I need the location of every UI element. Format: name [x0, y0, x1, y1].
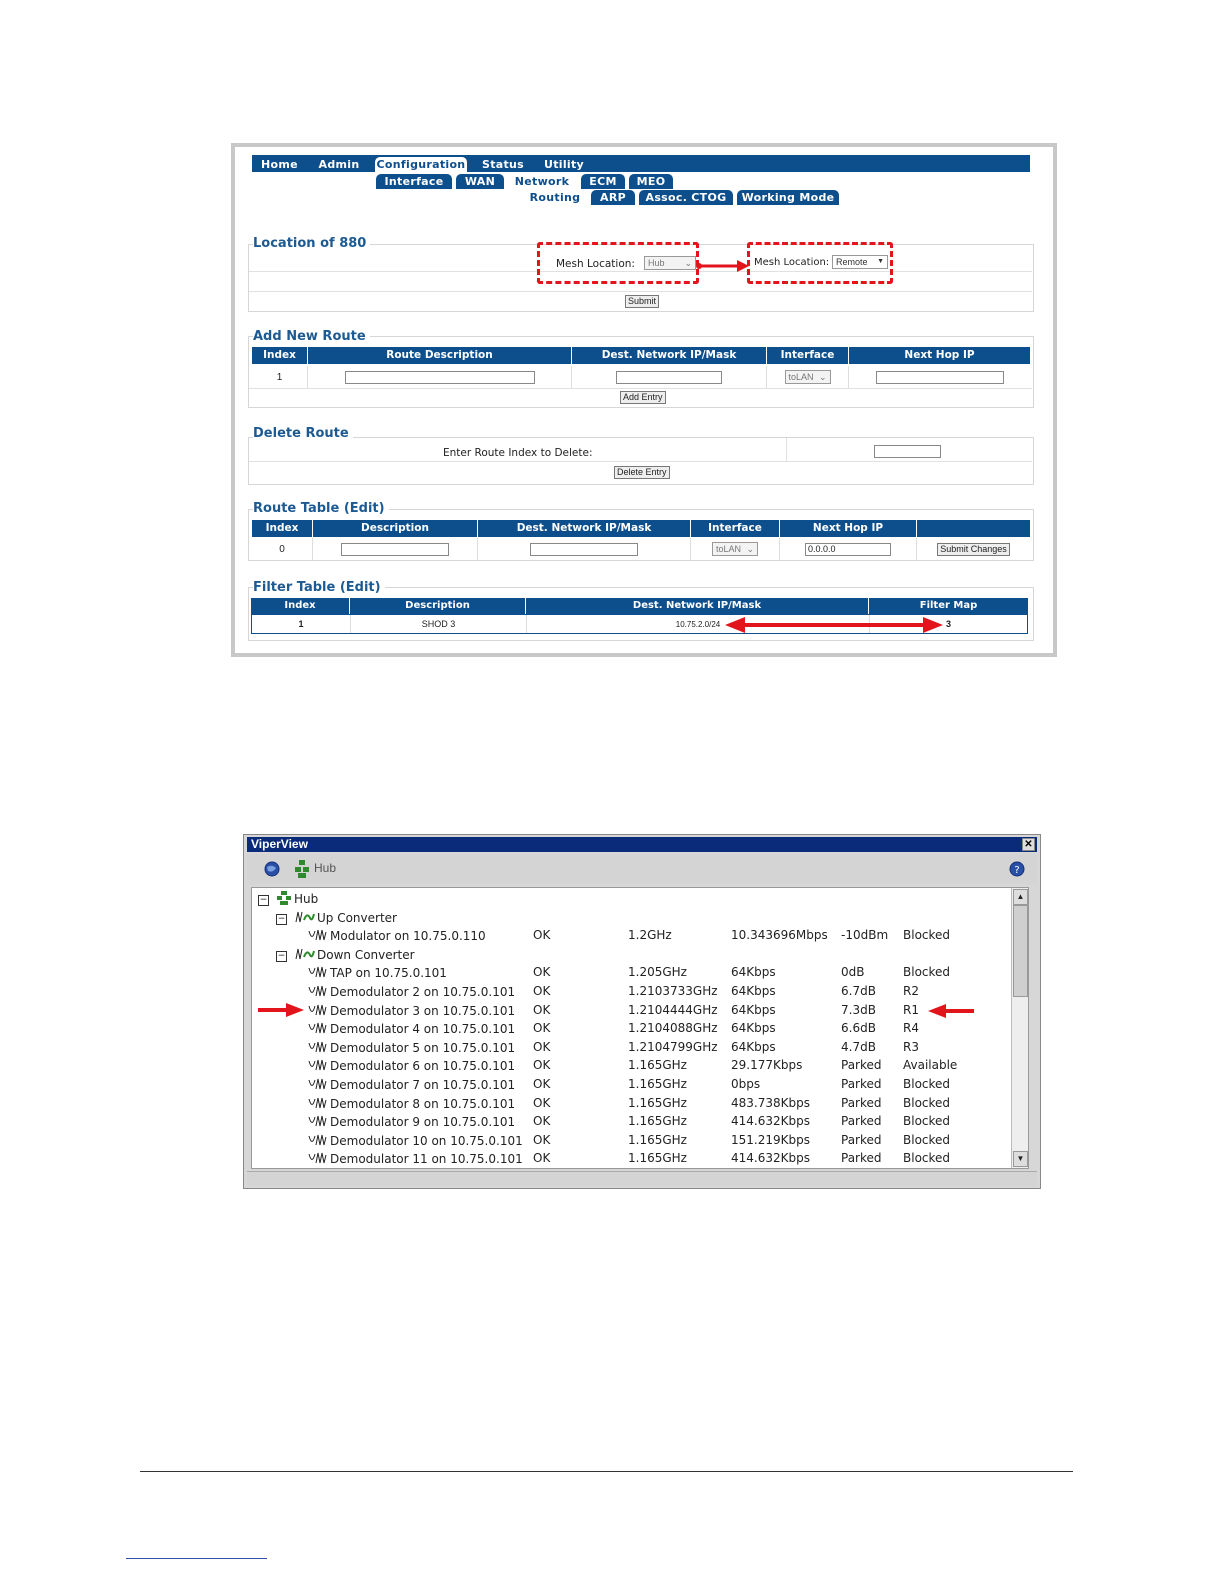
- col-next-hop: Next Hop IP: [780, 520, 917, 537]
- web-config-screenshot: [231, 143, 1057, 657]
- rate-value: 29.177Kbps: [731, 1058, 803, 1073]
- vertical-scrollbar[interactable]: [1011, 888, 1028, 1168]
- chevron-down-icon: ⌄: [746, 544, 754, 554]
- status-value: OK: [533, 984, 551, 998]
- frequency-value: 1.2103733GHz: [628, 984, 718, 998]
- state-value: R3: [903, 1039, 919, 1054]
- level-value: -10dBm: [841, 928, 889, 943]
- col-actions: [917, 520, 1030, 537]
- frequency-value: 1.2104088GHz: [628, 1021, 718, 1036]
- viperview-window: [243, 834, 1041, 1189]
- tab-home[interactable]: Home: [252, 157, 307, 172]
- level-value: Parked: [841, 1095, 882, 1110]
- tree-row[interactable]: [252, 1077, 1012, 1095]
- tree-row[interactable]: [252, 1021, 1012, 1039]
- interface-cell: [767, 366, 849, 388]
- interface-select[interactable]: [712, 542, 758, 556]
- tree-row[interactable]: [252, 984, 1012, 1002]
- status-value: OK: [533, 1095, 551, 1110]
- hub-tree-icon[interactable]: [294, 859, 310, 879]
- submit-button[interactable]: Submit: [625, 295, 659, 308]
- rate-value: 64Kbps: [731, 1021, 776, 1036]
- signal-icon: [308, 1041, 330, 1055]
- delete-index-input[interactable]: [874, 445, 941, 458]
- tree-row-label: TAP on 10.75.0.101: [330, 966, 447, 981]
- state-value: Blocked: [903, 1095, 951, 1110]
- close-icon[interactable]: ✕: [1022, 838, 1035, 851]
- tree-row-label: Demodulator 11 on 10.75.0.101: [330, 1152, 523, 1167]
- index-cell: [252, 538, 313, 560]
- signal-icon: [308, 985, 330, 999]
- tab-utility[interactable]: Utility: [536, 157, 592, 172]
- divider: [249, 291, 1032, 292]
- description-value: SHOD 3: [421, 619, 456, 629]
- col-route-description: Route Description: [308, 347, 572, 364]
- tab-working-mode[interactable]: Working Mode: [737, 190, 839, 205]
- divider: [249, 388, 1032, 389]
- filter-table-header: [251, 598, 1028, 614]
- route-description-input[interactable]: [345, 371, 535, 384]
- next-hop-cell: [849, 366, 1030, 388]
- tab-routing[interactable]: Routing: [523, 190, 587, 205]
- status-value: OK: [533, 1114, 551, 1129]
- frequency-value: 1.2104799GHz: [628, 1039, 718, 1054]
- add-route-header: [252, 347, 1030, 364]
- frequency-value: 1.205GHz: [628, 965, 687, 980]
- index-value: 0: [279, 543, 285, 555]
- dest-network-cell: [572, 366, 767, 388]
- converter-icon: [295, 948, 317, 962]
- level-value: 7.3dB: [841, 1002, 876, 1017]
- index-cell: [252, 615, 351, 633]
- signal-icon: [308, 966, 330, 980]
- scroll-thumb[interactable]: [1013, 905, 1028, 997]
- footer-divider: [140, 1471, 1073, 1472]
- signal-icon: [308, 1097, 330, 1111]
- collapse-icon[interactable]: −: [277, 913, 286, 924]
- tree-row[interactable]: [252, 910, 1012, 928]
- signal-icon: [308, 1115, 330, 1129]
- index-cell: [252, 366, 308, 388]
- status-value: OK: [533, 1002, 551, 1017]
- state-value: Blocked: [903, 1114, 951, 1129]
- mesh-location-value: Hub: [648, 258, 665, 268]
- chevron-down-icon: ⌄: [684, 258, 692, 268]
- interface-value: toLAN: [788, 372, 814, 382]
- collapse-icon[interactable]: −: [259, 895, 268, 905]
- description-cell: [313, 538, 478, 560]
- divider: [786, 438, 787, 461]
- actions-cell: [917, 538, 1030, 560]
- frequency-value: 1.165GHz: [628, 1114, 687, 1129]
- rate-value: 64Kbps: [731, 1039, 776, 1054]
- window-title: ViperView: [251, 837, 308, 851]
- dest-network-cell: [478, 538, 691, 560]
- add-route-row: [252, 366, 1030, 388]
- dest-network-input[interactable]: [616, 371, 722, 384]
- help-icon[interactable]: [1009, 861, 1025, 877]
- double-arrow-icon: [695, 259, 749, 273]
- rate-value: 483.738Kbps: [731, 1095, 810, 1110]
- rate-value: 151.219Kbps: [731, 1132, 810, 1147]
- collapse-icon[interactable]: −: [277, 950, 286, 961]
- tab-network[interactable]: Network: [510, 174, 574, 189]
- delete-entry-button[interactable]: Delete Entry: [614, 466, 670, 479]
- col-index: Index: [252, 520, 313, 537]
- tree-row-label: Up Converter: [317, 910, 397, 925]
- tab-admin[interactable]: Admin: [311, 157, 367, 172]
- footer-link-underline: [126, 1558, 267, 1559]
- tree-row[interactable]: [252, 1096, 1012, 1114]
- state-value: Blocked: [903, 1077, 951, 1091]
- scroll-down-icon[interactable]: ▼: [1013, 1151, 1028, 1167]
- frequency-value: 1.165GHz: [628, 1095, 687, 1110]
- route-table-header: [252, 520, 1030, 537]
- hub-tree-icon: [277, 892, 294, 906]
- state-value: Blocked: [903, 1151, 951, 1166]
- description-input[interactable]: [341, 543, 449, 556]
- col-description: Description: [313, 520, 478, 537]
- tree-row[interactable]: [252, 1003, 1012, 1021]
- index-value: 1: [298, 619, 304, 629]
- rate-value: 414.632Kbps: [731, 1151, 810, 1166]
- status-value: OK: [533, 1039, 551, 1054]
- col-dest-network: Dest. Network IP/Mask: [478, 520, 691, 537]
- tree-row-label: Demodulator 10 on 10.75.0.101: [330, 1133, 523, 1148]
- level-value: 4.7dB: [841, 1039, 876, 1054]
- level-value: 6.7dB: [841, 984, 876, 998]
- tab-arp[interactable]: ARP: [591, 190, 635, 205]
- col-filter-map: Filter Map: [919, 600, 978, 611]
- dest-network-value: 10.75.2.0/24: [675, 619, 721, 629]
- col-interface: Interface: [767, 347, 849, 364]
- tree-view: [251, 887, 1029, 1169]
- toolbar: [247, 854, 1037, 884]
- tree-row[interactable]: [252, 947, 1012, 965]
- signal-icon: [308, 1152, 330, 1166]
- col-index: Index: [252, 347, 308, 364]
- tab-ecm[interactable]: ECM: [581, 174, 625, 189]
- tree-row[interactable]: [252, 1133, 1012, 1151]
- description-cell: [351, 615, 527, 633]
- tree-row[interactable]: [252, 891, 1012, 909]
- col-dest-network: Dest. Network IP/Mask: [526, 598, 869, 614]
- tree-row[interactable]: [252, 928, 1012, 946]
- remote-mesh-location-select[interactable]: [832, 255, 888, 269]
- tree-row-label: Down Converter: [317, 947, 415, 962]
- tab-meo[interactable]: MEO: [629, 174, 673, 189]
- tree-row-label: Demodulator 6 on 10.75.0.101: [330, 1059, 516, 1074]
- remote-location-value: Remote: [836, 257, 868, 267]
- tree-row[interactable]: [252, 965, 1012, 983]
- tree-row-label: Demodulator 8 on 10.75.0.101: [330, 1096, 516, 1111]
- tree-row-label: Demodulator 2 on 10.75.0.101: [330, 985, 516, 999]
- rate-value: 64Kbps: [731, 1002, 776, 1017]
- arrow-right-icon: [258, 1002, 304, 1018]
- add-route-title: Add New Route: [253, 329, 370, 344]
- tab-status[interactable]: Status: [474, 157, 532, 172]
- tree-row-label: Modulator on 10.75.0.110: [330, 929, 486, 944]
- col-interface: Interface: [691, 520, 780, 537]
- chevron-down-icon: ⌄: [818, 372, 827, 382]
- state-value: Available: [903, 1058, 958, 1073]
- submit-changes-button[interactable]: Submit Changes: [937, 543, 1010, 556]
- state-value: R1: [903, 1002, 919, 1017]
- svg-text:?: ?: [1014, 865, 1020, 876]
- state-value: R2: [903, 984, 919, 998]
- col-index: Index: [251, 598, 350, 614]
- rate-value: 10.343696Mbps: [731, 928, 828, 943]
- level-value: 6.6dB: [841, 1021, 876, 1036]
- frequency-value: 1.2GHz: [628, 928, 672, 943]
- tree-row-label: Demodulator 7 on 10.75.0.101: [330, 1078, 516, 1092]
- index-value: 1: [276, 371, 283, 383]
- scroll-up-icon[interactable]: ▲: [1013, 889, 1028, 905]
- next-hop-input[interactable]: [876, 371, 1004, 384]
- rate-value: 64Kbps: [731, 965, 776, 980]
- col-next-hop: Next Hop IP: [904, 349, 975, 361]
- col-description: Description: [350, 598, 526, 614]
- level-value: Parked: [841, 1132, 882, 1147]
- rate-value: 0bps: [731, 1077, 761, 1091]
- globe-icon[interactable]: [264, 861, 280, 877]
- tree-row-label: Demodulator 4 on 10.75.0.101: [330, 1022, 516, 1037]
- frequency-value: 1.165GHz: [628, 1132, 687, 1147]
- state-value: Blocked: [903, 928, 951, 943]
- tab-interface[interactable]: Interface: [376, 174, 452, 189]
- tree-row[interactable]: [252, 1058, 1012, 1076]
- tab-assoc-ctog[interactable]: Assoc. CTOG: [639, 190, 733, 205]
- tree-row-label: Demodulator 9 on 10.75.0.101: [330, 1115, 516, 1130]
- col-dest-network: Dest. Network IP/Mask: [572, 347, 767, 364]
- status-value: OK: [533, 1021, 551, 1036]
- status-value: OK: [533, 1132, 551, 1147]
- level-value: 0dB: [841, 965, 865, 980]
- status-value: OK: [533, 1151, 551, 1166]
- interface-cell: [691, 538, 780, 560]
- signal-icon: [308, 1022, 330, 1036]
- location-title: Location of 880: [253, 236, 370, 251]
- filter-map-value: 3: [945, 619, 951, 629]
- converter-icon: [295, 911, 317, 925]
- tab-wan[interactable]: WAN: [456, 174, 504, 189]
- add-entry-button[interactable]: Add Entry: [620, 391, 666, 404]
- rate-value: 414.632Kbps: [731, 1114, 810, 1129]
- signal-icon: [308, 1078, 330, 1092]
- nav-bar: [252, 155, 1030, 172]
- mesh-location-label: Mesh Location:: [556, 258, 635, 270]
- dest-network-input[interactable]: [530, 543, 638, 556]
- mesh-location-select[interactable]: [644, 256, 696, 270]
- signal-icon: [308, 1134, 330, 1148]
- status-value: OK: [533, 965, 551, 980]
- tree-row[interactable]: [252, 1040, 1012, 1058]
- level-value: Parked: [841, 1058, 882, 1073]
- signal-icon: [308, 929, 330, 943]
- frequency-value: 1.165GHz: [628, 1151, 687, 1166]
- interface-select[interactable]: [785, 370, 831, 384]
- signal-icon: [308, 1059, 330, 1073]
- frequency-value: 1.165GHz: [628, 1058, 687, 1073]
- frequency-value: 1.2104444GHz: [628, 1002, 718, 1017]
- window-titlebar: [247, 837, 1037, 852]
- state-value: Blocked: [903, 965, 951, 980]
- status-bar: [247, 1171, 1037, 1186]
- frequency-value: 1.165GHz: [628, 1077, 687, 1091]
- state-value: R4: [903, 1021, 919, 1036]
- triangle-down-icon: ▼: [877, 258, 884, 265]
- tree-row-label: Hub: [294, 892, 319, 906]
- state-value: Blocked: [903, 1132, 951, 1147]
- status-value: OK: [533, 928, 551, 943]
- level-value: Parked: [841, 1077, 882, 1091]
- status-value: OK: [533, 1058, 551, 1073]
- tab-configuration[interactable]: Configuration: [376, 158, 466, 171]
- route-table-title: Route Table (Edit): [253, 501, 389, 516]
- level-value: Parked: [841, 1151, 882, 1166]
- interface-value: toLAN: [716, 544, 742, 554]
- delete-route-title: Delete Route: [253, 426, 353, 441]
- signal-icon: [308, 1004, 330, 1018]
- rate-value: 64Kbps: [731, 984, 776, 998]
- tree-row-label: Demodulator 5 on 10.75.0.101: [330, 1040, 516, 1055]
- route-table-row: [252, 538, 1030, 560]
- next-hop-input[interactable]: 0.0.0.0: [805, 543, 891, 556]
- level-value: Parked: [841, 1114, 882, 1129]
- tree-row[interactable]: [252, 1114, 1012, 1132]
- toolbar-hub-label: Hub: [314, 861, 337, 875]
- tree-row[interactable]: [252, 1151, 1012, 1169]
- divider: [249, 461, 1032, 462]
- double-arrow-icon: [725, 616, 943, 634]
- remote-mesh-location-label: Mesh Location:: [754, 257, 830, 268]
- status-value: OK: [533, 1077, 551, 1091]
- next-hop-cell: [780, 538, 917, 560]
- arrow-left-icon: [928, 1003, 974, 1019]
- route-description-cell: [308, 366, 572, 388]
- tree-row-label: Demodulator 3 on 10.75.0.101: [330, 1003, 516, 1018]
- filter-table-title: Filter Table (Edit): [253, 580, 385, 595]
- delete-route-prompt: Enter Route Index to Delete:: [443, 447, 593, 459]
